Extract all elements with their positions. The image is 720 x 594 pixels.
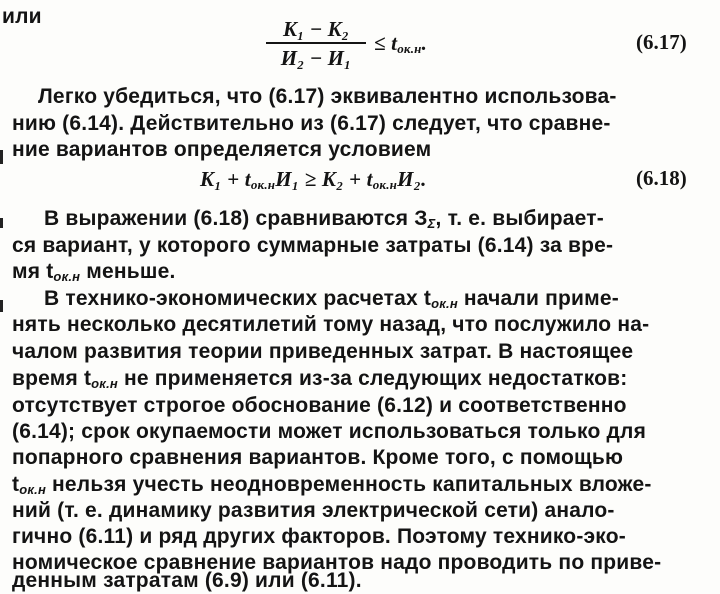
paragraph-2-line-1: В выражении (6.18) сравниваются $З_\Sigma$, т. е. выбирает-	[44, 207, 604, 231]
fraction-bar	[266, 42, 366, 44]
paragraph-3-line-12: денным затратам (6.9) или (6.11).	[12, 569, 362, 592]
fraction-denominator: И₂ − И₁	[280, 46, 352, 70]
scan-edge-mark	[0, 218, 3, 228]
lead-word: или	[2, 5, 42, 28]
paragraph-1-line-2: нию (6.14). Действительно из (6.17) следует, что сравне-	[12, 112, 611, 135]
paragraph-3-line-6: (6.14); срок окупаемости может использоваться только для	[12, 420, 647, 443]
paragraph-1-line-3: ние вариантов определяется условием	[12, 138, 432, 161]
paragraph-3-line-10: гично (6.11) и ряд других факторов. Поэтому технико-эко-	[12, 525, 626, 548]
scan-edge-mark	[0, 300, 3, 312]
equation-number-6-18: (6.18)	[636, 166, 687, 190]
paragraph-3-line-5: отсутствует строгое обоснование (6.12) и соответственно	[12, 394, 627, 417]
paragraph-3-line-7: попарного сравнения вариантов. Кроме того, с помощью	[12, 446, 624, 469]
paragraph-2-line-3: мя $t_{ок.н}$ меньше.	[12, 260, 176, 284]
paragraph-3-line-8: $t_{ок.н}$ нельзя учесть неодновременность капитальных вложе-	[12, 473, 652, 497]
paragraph-3-line-11: номическое сравнение вариантов надо проводить по приве-	[12, 551, 662, 574]
paragraph-3-line-9: ний (т. е. динамику развития электрической сети) анало-	[12, 499, 615, 522]
equation-number-6-17: (6.17)	[636, 30, 687, 54]
paragraph-2-line-2: ся вариант, у которого суммарные затраты (6.14) за вре-	[12, 234, 614, 257]
paragraph-3-line-2: нять несколько десятилетий тому назад, что послужило на-	[12, 313, 650, 336]
equation-6-18: $K_1 + t_{ок.н}И_1 \ge K_2 + t_{ок.н}И_2$.	[200, 167, 427, 192]
equation-6-17-fraction	[266, 18, 366, 69]
paragraph-3-line-3: чалом развития теории приведенных затрат. В настоящее	[12, 340, 634, 363]
paragraph-3-line-1: В технико-экономических расчетах $t_{ок.н}$ начали приме-	[44, 287, 619, 311]
equation-6-17-rhs: ≤ $t_{ок.н}$.	[374, 31, 428, 56]
paragraph-3-line-4: время $t_{ок.н}$ не применяется из-за следующих недостатков:	[12, 367, 628, 391]
paragraph-1-line-1: Легко убедиться, что (6.17) эквивалентно использова-	[38, 85, 617, 108]
scan-edge-mark	[0, 150, 3, 164]
fraction-numerator: K₁ − K₂	[283, 17, 349, 41]
